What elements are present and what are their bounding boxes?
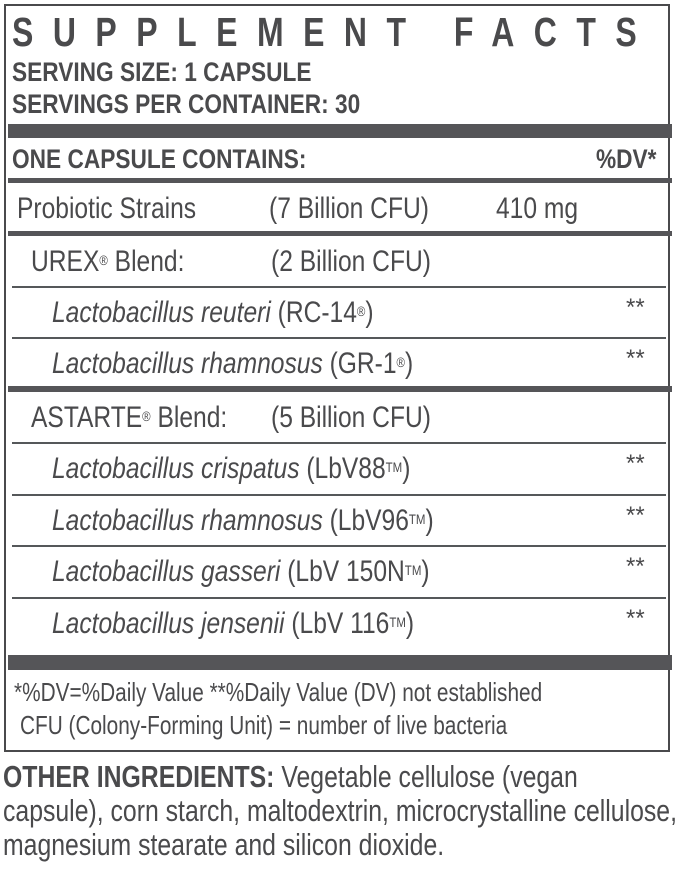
thick-divider-bottom [8, 655, 672, 670]
supplement-facts-title [12, 10, 683, 54]
astarte-strain-row [52, 555, 512, 589]
astarte-strain-code: (LbV 116 [284, 607, 390, 640]
footnote-cfu [20, 711, 629, 739]
astarte-strain-row [52, 607, 494, 641]
urex-strain-code: (RC-14 [270, 296, 357, 329]
urex-strain-row [52, 296, 444, 330]
probiotic-amount-text: 410 mg [496, 192, 579, 225]
urex-strain-species: Lactobacillus reuteri [52, 296, 271, 329]
footnote-dv-text: *%DV=%Daily Value **%Daily Value (DV) not established [14, 677, 543, 707]
astarte-strain-close: ) [425, 504, 434, 537]
urex-blend-name [31, 245, 218, 279]
probiotic-name-text: Probiotic Strains [17, 192, 197, 225]
row-divider [12, 597, 666, 599]
divider-before-astarte [8, 386, 672, 392]
footnote-cfu-text: CFU (Colony-Forming Unit) = number of live bacteria [20, 710, 508, 740]
astarte-strain-close: ) [405, 607, 415, 640]
serving-size [12, 58, 369, 86]
urex-strain-mark: ® [396, 354, 406, 370]
astarte-strain-code: (LbV88 [299, 452, 386, 485]
astarte-strain-code: (LbV96 [322, 504, 409, 537]
astarte-strain-species: Lactobacillus gasseri [52, 555, 281, 588]
servings-per-container [12, 90, 427, 118]
astarte-strain-row [52, 452, 489, 486]
contains-header-text: ONE CAPSULE CONTAINS: [12, 144, 307, 174]
astarte-strain-species: Lactobacillus jensenii [52, 607, 285, 640]
other-ingredients-label: OTHER INGREDIENTS: [3, 759, 275, 794]
serving-size-text: SERVING SIZE: 1 CAPSULE [12, 57, 312, 87]
astarte-strain-mark: TM [404, 562, 422, 578]
row-divider [12, 337, 666, 339]
urex-cfu [271, 245, 466, 279]
servings-per-container-text: SERVINGS PER CONTAINER: 30 [12, 89, 361, 119]
urex-strain-code: (GR-1 [322, 347, 397, 380]
title-text: SUPPLEMENT FACTS [12, 9, 657, 55]
astarte-strain-mark: TM [408, 511, 426, 527]
astarte-strain-row [52, 504, 517, 538]
urex-strain-dv: ** [626, 345, 645, 372]
astarte-registered-mark: ® [142, 408, 151, 424]
probiotic-name [17, 192, 235, 226]
urex-registered-mark: ® [99, 252, 108, 268]
other-ingredients-text: Vegetable cellulose (vegan capsule), corn starch, maltodextrin, microcrystalline cellulose, magnesium stearate and silicon dioxide. [3, 759, 677, 862]
divider-before-urex [8, 231, 672, 236]
row-divider [12, 494, 666, 496]
astarte-strain-code: (LbV 150N [280, 555, 405, 588]
astarte-strain-close: ) [421, 555, 430, 588]
astarte-strain-species: Lactobacillus crispatus [52, 452, 300, 485]
astarte-strain-dv: ** [626, 502, 645, 529]
urex-strain-dv: ** [626, 294, 645, 321]
urex-strain-close: ) [365, 296, 374, 329]
astarte-strain-dv: ** [626, 553, 645, 580]
probiotic-amount [496, 192, 596, 226]
footnote-dv [14, 678, 674, 706]
astarte-cfu [271, 401, 466, 435]
astarte-blend-label: Blend: [150, 401, 228, 434]
dv-header-text: %DV* [596, 144, 657, 174]
urex-cfu-text: (2 Billion CFU) [271, 245, 431, 278]
astarte-strain-species: Lactobacillus rhamnosus [52, 504, 323, 537]
row-divider [12, 442, 666, 444]
astarte-blend-name [31, 401, 270, 435]
astarte-cfu-text: (5 Billion CFU) [271, 401, 431, 434]
astarte-strain-dv: ** [626, 605, 645, 632]
urex-strain-mark: ® [356, 303, 366, 319]
urex-strain-species: Lactobacillus rhamnosus [52, 347, 323, 380]
probiotic-cfu-text: (7 Billion CFU) [269, 192, 429, 225]
urex-blend-label: Blend: [107, 245, 185, 278]
urex-strain-close: ) [405, 347, 414, 380]
astarte-strain-mark: TM [385, 459, 403, 475]
row-divider [12, 286, 666, 288]
probiotic-cfu [269, 192, 464, 226]
urex-name: UREX [31, 245, 100, 278]
thick-divider-top [8, 124, 672, 138]
astarte-strain-mark: TM [389, 614, 406, 630]
astarte-strain-close: ) [402, 452, 411, 485]
dv-header [596, 145, 668, 173]
other-ingredients [3, 760, 683, 862]
urex-strain-row [52, 347, 493, 381]
astarte-name: ASTARTE [31, 401, 143, 434]
medium-divider [8, 178, 672, 183]
contains-header [12, 145, 363, 173]
astarte-strain-dv: ** [626, 450, 645, 477]
row-divider [12, 545, 666, 547]
